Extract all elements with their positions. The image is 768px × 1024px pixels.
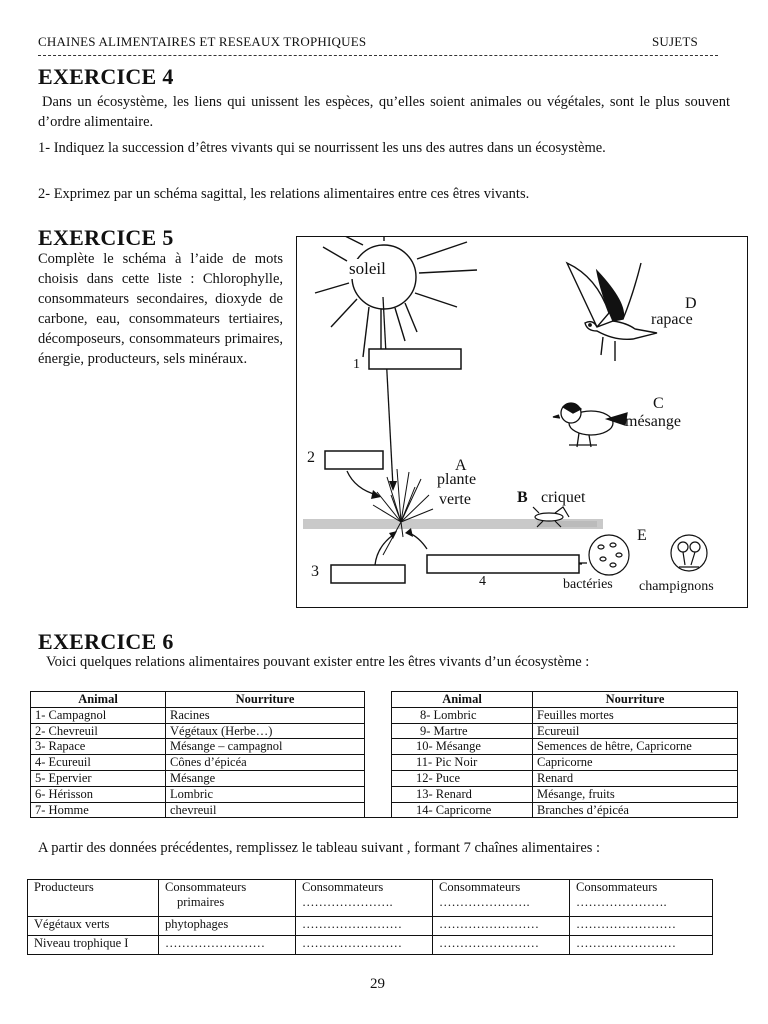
food-cell: Mésange xyxy=(166,770,365,786)
blank-line: …………………… xyxy=(570,917,713,936)
header-primary-line-2: primaires xyxy=(177,895,225,909)
food-cell: Racines xyxy=(166,707,365,723)
animal-cell: 12- Puce xyxy=(392,770,533,786)
running-header-title: CHAINES ALIMENTAIRES ET RESEAUX TROPHIQUES xyxy=(38,34,367,49)
table-row xyxy=(28,936,713,955)
animal-cell: 6- Hérisson xyxy=(31,786,166,802)
food-chain-answer-table xyxy=(27,879,713,955)
animal-cell: 13- Renard xyxy=(392,786,533,802)
food-cell: Renard xyxy=(533,770,738,786)
arrow-2 xyxy=(347,471,377,495)
food-cell: Mésange – campagnol xyxy=(166,739,365,755)
food-cell: Cônes d’épicéa xyxy=(166,755,365,771)
animal-cell: 9- Martre xyxy=(392,723,533,739)
food-cell: Capricorne xyxy=(533,755,738,771)
blank-line: …………………… xyxy=(296,917,433,936)
exercice-4-question-1: 1- Indiquez la succession d’êtres vivants qui se nourrissent les uns des autres dans un écosystème. xyxy=(38,140,606,156)
header-consumers-2: Consommateurs …………………. xyxy=(296,880,433,917)
blank-line: …………………. xyxy=(439,895,530,909)
box-number-3: 3 xyxy=(311,563,319,580)
animal-cell: 14- Capricorne xyxy=(392,802,533,818)
bacteria-icon xyxy=(589,535,629,575)
plant-label-line-2: verte xyxy=(439,491,471,508)
tit-bird-icon xyxy=(553,403,627,447)
cell-phytophages: phytophages xyxy=(159,917,296,936)
row-label-trophic-level: Niveau trophique I xyxy=(28,936,159,955)
exercice-6-title: EXERCICE 6 xyxy=(38,629,174,654)
sun-label: soleil xyxy=(349,259,386,278)
food-cell: Branches d’épicéa xyxy=(533,802,738,818)
blank-line: …………………… xyxy=(570,936,713,955)
raptor-label: rapace xyxy=(651,311,693,328)
exercice-5-instructions: Complète le schéma à l’aide de mots choisis dans cette liste : Chlorophylle, consommateurs secondaires, dioxyde de carbone, eau, consommateurs tertiaires, décomposeurs, consommateurs primaires, énergie, producteurs, sels minéraux. xyxy=(38,251,283,367)
blank-line: …………………… xyxy=(433,936,570,955)
label-e: E xyxy=(637,527,647,544)
exercice-4-title: EXERCICE 4 xyxy=(38,64,174,89)
blank-line: …………………. xyxy=(302,895,393,909)
animal-cell: 1- Campagnol xyxy=(31,707,166,723)
header-primary-consumers xyxy=(159,880,296,917)
animal-cell: 2- Chevreuil xyxy=(31,723,166,739)
food-cell: chevreuil xyxy=(166,802,365,818)
exercice-5-title: EXERCICE 5 xyxy=(38,225,174,250)
answer-box-1 xyxy=(369,349,461,369)
exercice-6-intro: Voici quelques relations alimentaires pouvant exister entre les êtres vivants d’un écosystème : xyxy=(46,654,590,670)
table-row xyxy=(31,707,738,723)
label-c: C xyxy=(653,395,664,412)
animal-cell: 3- Rapace xyxy=(31,739,166,755)
answer-box-2 xyxy=(325,451,383,469)
table-header-row xyxy=(28,880,713,917)
header-producers: Producteurs xyxy=(28,880,159,917)
header-rule xyxy=(38,55,718,56)
table-row xyxy=(28,917,713,936)
green-plant-icon xyxy=(373,469,433,555)
col-food-left: Nourriture xyxy=(166,692,365,708)
fungi-label: champignons xyxy=(639,579,714,594)
fungi-icon xyxy=(671,535,707,571)
blank-line: …………………… xyxy=(433,917,570,936)
animal-cell: 5- Epervier xyxy=(31,770,166,786)
food-relations-table xyxy=(30,691,738,818)
animal-cell: 10- Mésange xyxy=(392,739,533,755)
col-animal-right: Animal xyxy=(392,692,533,708)
page-number: 29 xyxy=(370,976,385,992)
animal-cell: 8- Lombric xyxy=(392,707,533,723)
food-cell: Mésange, fruits xyxy=(533,786,738,802)
exercice-4-question-2: 2- Exprimez par un schéma sagittal, les relations alimentaires entre ces êtres vivants. xyxy=(38,186,530,202)
label-d: D xyxy=(685,295,697,312)
table-row xyxy=(31,770,738,786)
table-row xyxy=(31,786,738,802)
box-number-2: 2 xyxy=(307,449,315,466)
answer-box-4 xyxy=(427,555,579,573)
cricket-label: criquet xyxy=(541,489,586,506)
exercice-6-instruction: A partir des données précédentes, remplissez le tableau suivant , formant 7 chaînes alimentaires : xyxy=(38,840,601,856)
answer-box-3 xyxy=(331,565,405,583)
exercice-4-intro: Dans un écosystème, les liens qui unissent les espèces, qu’elles soient animales ou végétales, sont le plus souvent d’ordre alimentaire. xyxy=(38,94,730,130)
food-chain-diagram xyxy=(296,236,748,608)
table-row xyxy=(31,723,738,739)
food-cell: Végétaux (Herbe…) xyxy=(166,723,365,739)
raptor-icon xyxy=(567,263,657,361)
tit-label: mésange xyxy=(625,413,681,430)
header-consumers-3: Consommateurs …………………. xyxy=(433,880,570,917)
food-cell: Lombric xyxy=(166,786,365,802)
col-food-right: Nourriture xyxy=(533,692,738,708)
label-a: A xyxy=(455,457,467,474)
table-row xyxy=(31,739,738,755)
table-header-row xyxy=(31,692,738,708)
blank-line: …………………… xyxy=(159,936,296,955)
table-row xyxy=(31,755,738,771)
energy-arrow xyxy=(383,297,393,487)
header-consumers-4: Consommateurs …………………. xyxy=(570,880,713,917)
box-number-4: 4 xyxy=(479,574,486,589)
food-cell: Ecureuil xyxy=(533,723,738,739)
label-b: B xyxy=(517,489,528,506)
food-cell: Feuilles mortes xyxy=(533,707,738,723)
food-cell: Semences de hêtre, Capricorne xyxy=(533,739,738,755)
bacteria-label: bactéries xyxy=(563,577,613,592)
header-primary-line-1: Consommateurs xyxy=(165,880,247,894)
col-animal-left: Animal xyxy=(31,692,166,708)
box-number-1: 1 xyxy=(353,357,360,372)
row-label-green-plants: Végétaux verts xyxy=(28,917,159,936)
sun-icon xyxy=(315,237,477,367)
running-header-section: SUJETS xyxy=(652,34,698,49)
plant-label-line-1: plante xyxy=(437,471,477,488)
blank-line: …………………. xyxy=(576,895,667,909)
animal-cell: 4- Ecureuil xyxy=(31,755,166,771)
animal-cell: 7- Homme xyxy=(31,802,166,818)
animal-cell: 11- Pic Noir xyxy=(392,755,533,771)
table-row xyxy=(31,802,738,818)
blank-line: …………………… xyxy=(296,936,433,955)
